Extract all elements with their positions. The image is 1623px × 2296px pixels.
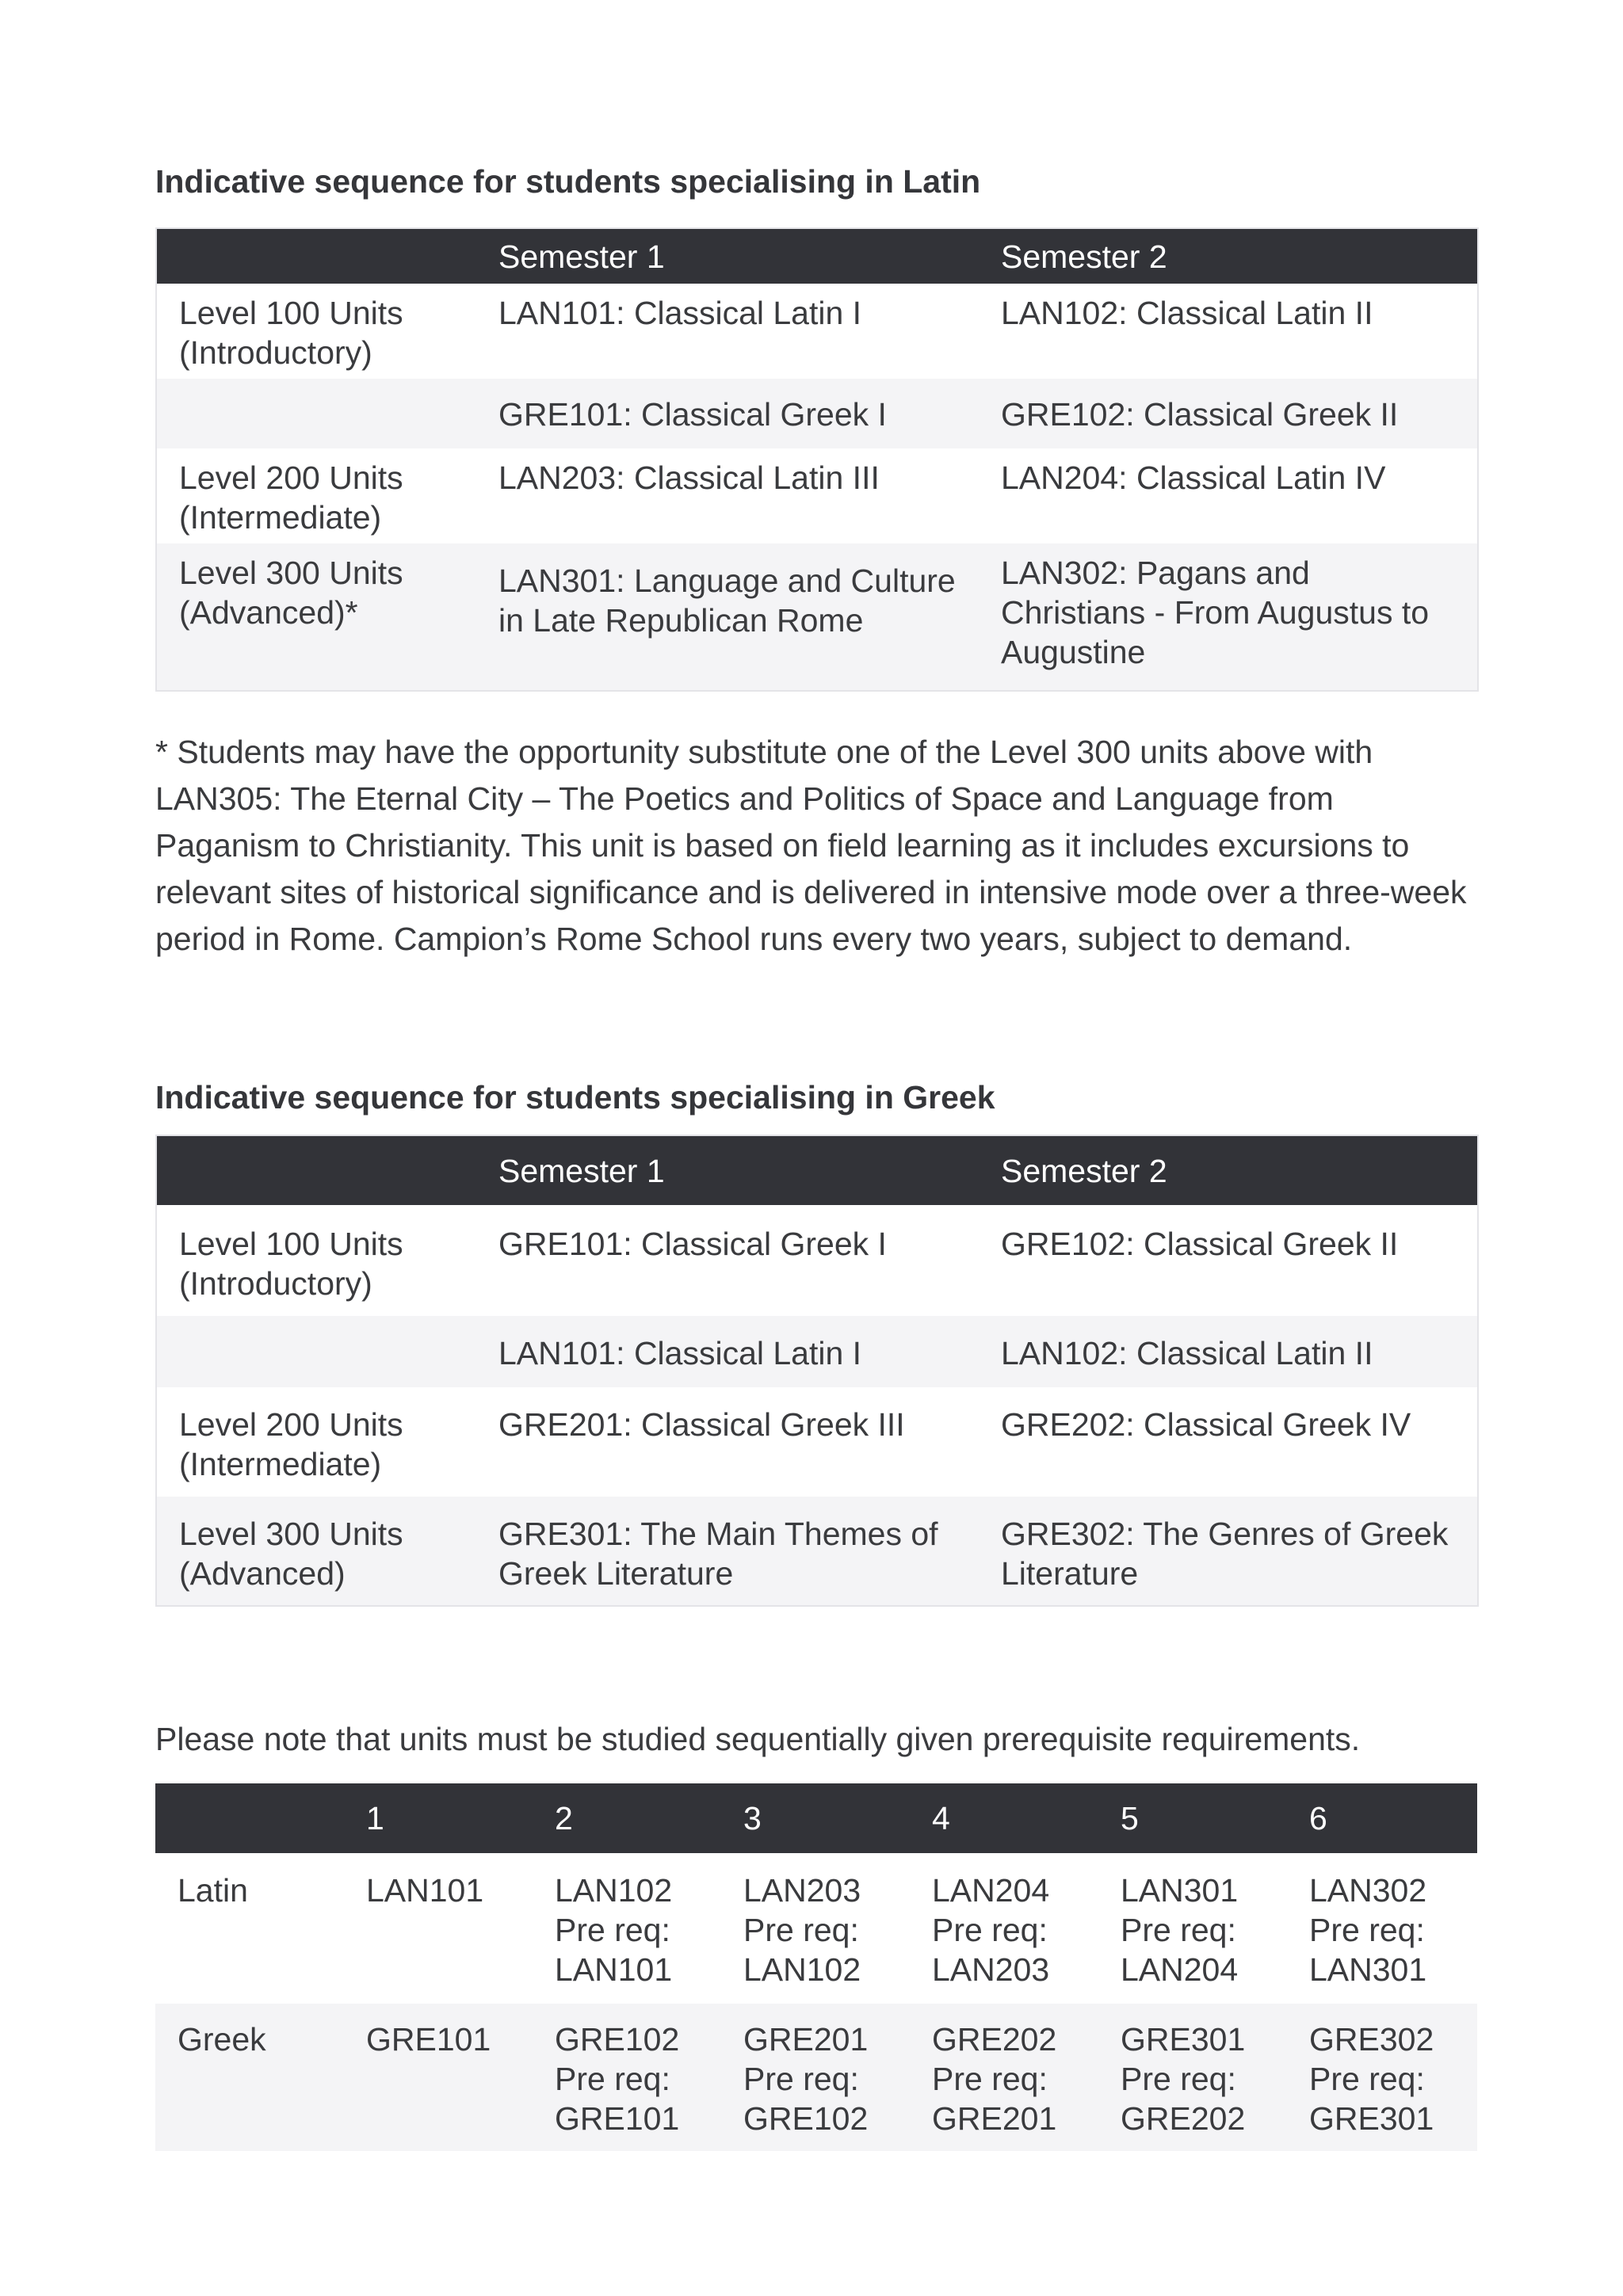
prerequisite-table [155, 1783, 1477, 2151]
level-cell: Level 100 Units (Introductory) [156, 1205, 476, 1316]
latin-header-cell [156, 228, 476, 284]
unit-cell: GRE202 Pre req: GRE201 [910, 2004, 1098, 2151]
unit-cell: GRE301 Pre req: GRE202 [1098, 2004, 1287, 2151]
semester-2-cell: GRE102: Classical Greek II [979, 1205, 1478, 1316]
level-cell [156, 1316, 476, 1387]
latin-header-semester-1: Semester 1 [476, 228, 979, 284]
semester-2-cell: GRE102: Classical Greek II [979, 379, 1478, 448]
semester-2-cell: LAN102: Classical Latin II [979, 284, 1478, 379]
table-row [156, 284, 1478, 379]
semester-2-cell: LAN204: Classical Latin IV [979, 448, 1478, 543]
unit-cell: GRE302 Pre req: GRE301 [1287, 2004, 1477, 2151]
greek-sequence-table [155, 1135, 1479, 1607]
header-cell [155, 1783, 344, 1853]
greek-header-row [156, 1135, 1478, 1205]
prerequisite-note: Please note that units must be studied sequentially given prerequisite requirements. [155, 1721, 1361, 1757]
greek-header-cell [156, 1135, 476, 1205]
level-cell: Level 100 Units (Introductory) [156, 284, 476, 379]
greek-header-semester-1: Semester 1 [476, 1135, 979, 1205]
table-row [156, 543, 1478, 691]
semester-2-cell: LAN302: Pagans and Christians - From Augustus to Augustine [979, 543, 1478, 691]
greek-header-semester-2: Semester 2 [979, 1135, 1478, 1205]
latin-header-semester-2: Semester 2 [979, 228, 1478, 284]
table-row [156, 1497, 1478, 1606]
table-row [156, 1316, 1478, 1387]
unit-cell: LAN102 Pre req: LAN101 [533, 1853, 721, 2004]
level-cell: Level 200 Units (Intermediate) [156, 1387, 476, 1497]
table-row [156, 1205, 1478, 1316]
level-cell [156, 379, 476, 448]
header-step-4: 4 [910, 1783, 1098, 1853]
semester-1-cell: LAN301: Language and Culture in Late Republican Rome [476, 543, 979, 691]
latin-footnote: * Students may have the opportunity substitute one of the Level 300 units above with LAN305: The Eternal City – The Poetics and Politics of Space and Language from Paganism to Christianity. This unit is based on field learning as it includes excursions to relevant sites of historical significance and is delivered in intensive mode over a three-week period in Rome. Campion’s Rome School runs every two years, subject to demand. [155, 734, 1467, 957]
semester-1-cell: GRE101: Classical Greek I [476, 1205, 979, 1316]
header-step-1: 1 [344, 1783, 533, 1853]
semester-2-cell: LAN102: Classical Latin II [979, 1316, 1478, 1387]
semester-2-cell: GRE302: The Genres of Greek Literature [979, 1497, 1478, 1606]
unit-cell: GRE201 Pre req: GRE102 [721, 2004, 910, 2151]
header-step-3: 3 [721, 1783, 910, 1853]
level-cell: Level 300 Units (Advanced) [156, 1497, 476, 1606]
language-cell: Latin [155, 1853, 344, 2004]
latin-sequence-table [155, 227, 1479, 692]
semester-1-cell: LAN203: Classical Latin III [476, 448, 979, 543]
language-cell: Greek [155, 2004, 344, 2151]
semester-1-cell: LAN101: Classical Latin I [476, 1316, 979, 1387]
unit-cell: LAN301 Pre req: LAN204 [1098, 1853, 1287, 2004]
header-step-2: 2 [533, 1783, 721, 1853]
unit-cell: LAN203 Pre req: LAN102 [721, 1853, 910, 2004]
semester-1-cell: GRE301: The Main Themes of Greek Literature [476, 1497, 979, 1606]
level-cell: Level 300 Units (Advanced)* [156, 543, 476, 691]
header-step-5: 5 [1098, 1783, 1287, 1853]
semester-1-cell: GRE201: Classical Greek III [476, 1387, 979, 1497]
table-row [156, 379, 1478, 448]
level-cell: Level 200 Units (Intermediate) [156, 448, 476, 543]
table-row [156, 448, 1478, 543]
greek-heading: Indicative sequence for students specialising in Greek [155, 1079, 995, 1116]
table-row [155, 2004, 1477, 2151]
prerequisite-header-row [155, 1783, 1477, 1853]
table-row [155, 1853, 1477, 2004]
unit-cell: LAN101 [344, 1853, 533, 2004]
unit-cell: LAN204 Pre req: LAN203 [910, 1853, 1098, 2004]
unit-cell: LAN302 Pre req: LAN301 [1287, 1853, 1477, 2004]
header-step-6: 6 [1287, 1783, 1477, 1853]
unit-cell: GRE101 [344, 2004, 533, 2151]
semester-1-cell: GRE101: Classical Greek I [476, 379, 979, 448]
latin-header-row [156, 228, 1478, 284]
latin-heading: Indicative sequence for students specialising in Latin [155, 163, 981, 200]
table-row [156, 1387, 1478, 1497]
semester-2-cell: GRE202: Classical Greek IV [979, 1387, 1478, 1497]
semester-1-cell: LAN101: Classical Latin I [476, 284, 979, 379]
unit-cell: GRE102 Pre req: GRE101 [533, 2004, 721, 2151]
